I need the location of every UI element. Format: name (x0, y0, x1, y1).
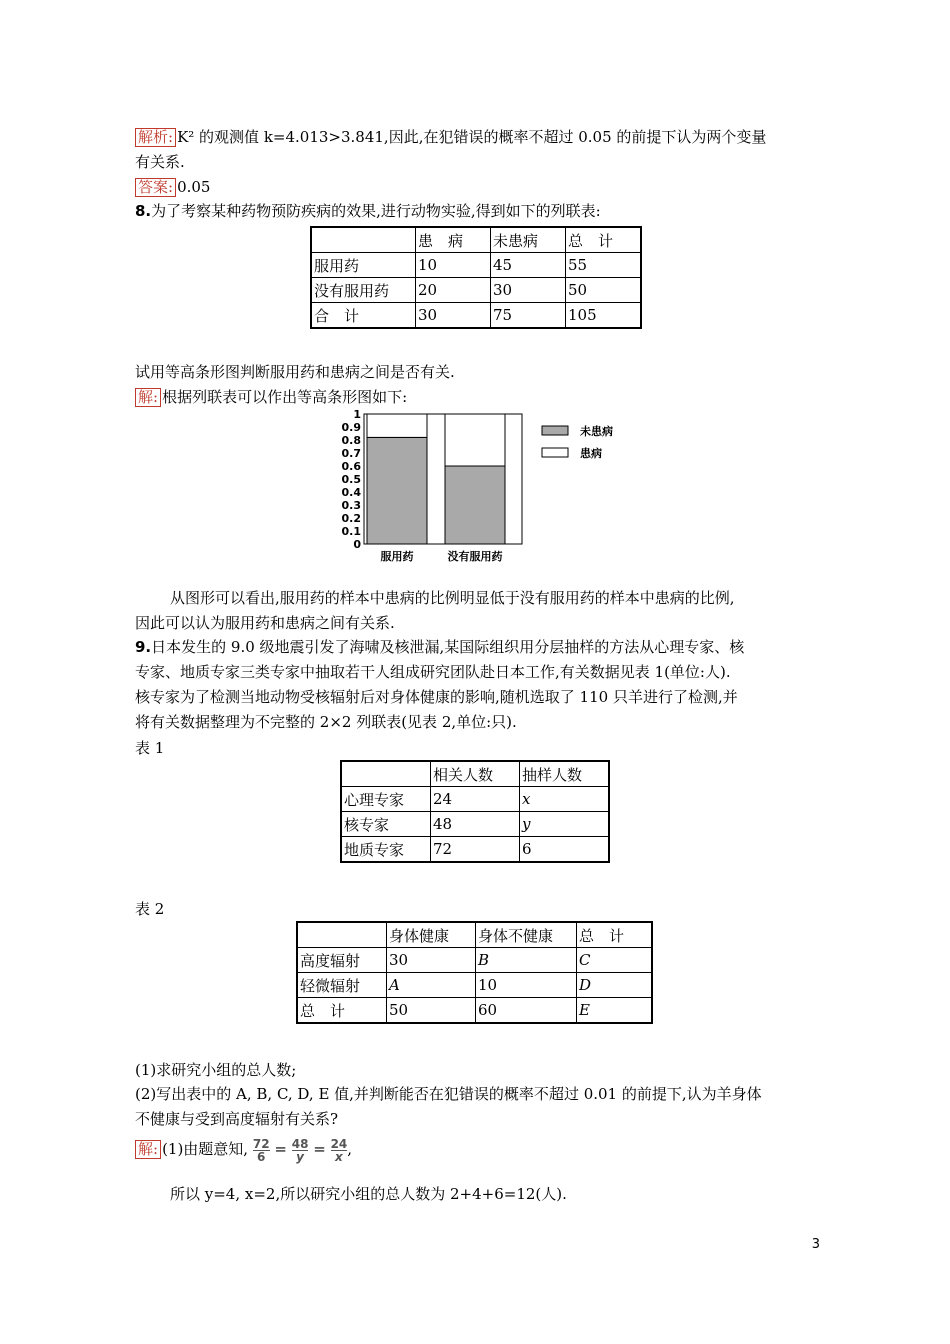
solution-text: (1)由题意知, (162, 1140, 249, 1158)
equals-sign: = (274, 1140, 287, 1158)
table-cell: 50 (387, 998, 476, 1024)
table-header-row (311, 227, 641, 253)
q9-solution (135, 1134, 352, 1164)
table-cell: 50 (566, 278, 642, 303)
table-row (341, 837, 609, 863)
y-tick-label: 1 (353, 408, 361, 421)
q8-number: 8. (135, 202, 152, 220)
table-row (311, 303, 641, 329)
table-cell: 合 计 (311, 303, 416, 329)
table-cell: A (387, 973, 476, 998)
table-cell: 地质专家 (341, 837, 431, 863)
solution-tag: 解: (135, 388, 161, 407)
table-cell: 45 (491, 253, 566, 278)
table-cell: D (577, 973, 653, 998)
fraction (253, 1138, 270, 1163)
legend-label: 患病 (580, 447, 602, 460)
numerator: 24 (330, 1136, 348, 1151)
x-tick-label: 服用药 (380, 550, 414, 563)
fraction (331, 1138, 348, 1163)
table-cell: 72 (431, 837, 520, 863)
y-tick-label: 0 (353, 538, 361, 551)
analysis-tag: 解析: (135, 128, 176, 147)
q8-stem (135, 200, 601, 222)
legend-swatch (542, 448, 568, 457)
table-cell (311, 227, 416, 253)
table-cell (297, 922, 387, 948)
table-header-row (297, 922, 652, 948)
table-cell: 20 (416, 278, 491, 303)
bar-sick (367, 414, 427, 437)
stacked-bar-chart (330, 408, 630, 568)
table-row (297, 973, 652, 998)
table-cell: 患 病 (416, 227, 491, 253)
table-cell: 总 计 (577, 922, 653, 948)
table-cell: 30 (416, 303, 491, 329)
q9-sub2-line2: 不健康与受到高度辐射有关系? (135, 1110, 339, 1128)
table-row (311, 253, 641, 278)
table-cell: 轻微辐射 (297, 973, 387, 998)
numerator: 48 (291, 1136, 309, 1151)
table-row (311, 278, 641, 303)
analysis-line2: 有关系. (135, 153, 185, 171)
table-cell: 相关人数 (431, 761, 520, 787)
q9-sub2-line1: (2)写出表中的 A, B, C, D, E 值,并判断能否在犯错误的概率不超过 0.01 的前提下,认为羊身体 (135, 1085, 762, 1103)
table-cell: 高度辐射 (297, 948, 387, 973)
analysis-line (135, 126, 766, 148)
q8-text: 为了考察某种药物预防疾病的效果,进行动物实验,得到如下的列联表: (151, 202, 601, 220)
denominator: x (335, 1149, 343, 1164)
table-row (341, 787, 609, 812)
q8-conclusion-2: 因此可以认为服用药和患病之间有关系. (135, 614, 395, 632)
q9-number: 9. (135, 638, 152, 656)
y-tick-label: 0.9 (341, 421, 361, 434)
table-cell (341, 761, 431, 787)
answer-tag: 答案: (135, 178, 176, 197)
denominator: 6 (257, 1149, 266, 1164)
page-number: 3 (811, 1237, 820, 1252)
bar-not-sick (367, 437, 427, 544)
table-2 (296, 921, 653, 1024)
legend-swatch (542, 426, 568, 435)
solution-tag: 解: (135, 1140, 161, 1159)
punctuation: , (347, 1140, 353, 1158)
table-cell: 10 (416, 253, 491, 278)
q8-conclusion-1: 从图形可以看出,服用药的样本中患病的比例明显低于没有服用药的样本中患病的比例, (170, 589, 735, 607)
bar-not-sick (445, 466, 505, 544)
table-cell: 24 (431, 787, 520, 812)
bar-sick (445, 414, 505, 466)
y-tick-label: 0.4 (341, 486, 361, 499)
table-cell: 身体不健康 (476, 922, 577, 948)
table-1 (340, 760, 610, 863)
table-cell: 6 (520, 837, 610, 863)
legend-label: 未患病 (580, 425, 613, 438)
table-cell: 48 (431, 812, 520, 837)
table-cell: 30 (387, 948, 476, 973)
y-tick-label: 0.7 (341, 447, 361, 460)
table-cell: 总 计 (297, 998, 387, 1024)
table-row (297, 948, 652, 973)
table-cell: 服用药 (311, 253, 416, 278)
table1-label: 表 1 (135, 739, 165, 757)
table-cell: B (476, 948, 577, 973)
q9-stem-4: 将有关数据整理为不完整的 2×2 列联表(见表 2,单位:只). (135, 713, 517, 731)
y-tick-label: 0.6 (341, 460, 361, 473)
table2-label: 表 2 (135, 900, 165, 918)
y-tick-label: 0.8 (341, 434, 361, 447)
table-cell: E (577, 998, 653, 1024)
table-cell: 心理专家 (341, 787, 431, 812)
y-tick-label: 0.5 (341, 473, 361, 486)
denominator: y (296, 1149, 304, 1164)
q9-stem-1 (135, 636, 744, 658)
table-cell: C (577, 948, 653, 973)
q9-sub1: (1)求研究小组的总人数; (135, 1061, 297, 1079)
table-cell: 10 (476, 973, 577, 998)
x-tick-label: 没有服用药 (447, 550, 503, 563)
q8-question: 试用等高条形图判断服用药和患病之间是否有关. (135, 363, 455, 381)
table-cell: 总 计 (566, 227, 642, 253)
table-row (297, 998, 652, 1024)
table-cell: 55 (566, 253, 642, 278)
answer-text: 0.05 (177, 178, 211, 196)
table-row (341, 812, 609, 837)
table-cell: 没有服用药 (311, 278, 416, 303)
q9-text: 日本发生的 9.0 级地震引发了海啸及核泄漏,某国际组织用分层抽样的方法从心理专家、核 (151, 638, 745, 656)
y-tick-label: 0.1 (341, 525, 361, 538)
table-cell: 75 (491, 303, 566, 329)
q9-stem-3: 核专家为了检测当地动物受核辐射后对身体健康的影响,随机选取了 110 只羊进行了检测,并 (135, 688, 738, 706)
numerator: 72 (252, 1136, 270, 1151)
equals-sign: = (313, 1140, 326, 1158)
q9-stem-2: 专家、地质专家三类专家中抽取若干人组成研究团队赴日本工作,有关数据见表 1(单位:人). (135, 663, 731, 681)
table-header-row (341, 761, 609, 787)
q8-solution (135, 386, 407, 408)
q8-contingency-table (310, 226, 642, 329)
table-cell: 未患病 (491, 227, 566, 253)
q9-solution-line2: 所以 y=4, x=2,所以研究小组的总人数为 2+4+6=12(人). (170, 1185, 567, 1203)
fraction (292, 1138, 309, 1163)
analysis-text: K² 的观测值 k=4.013>3.841,因此,在犯错误的概率不超过 0.05 的前提下认为两个变量 (177, 128, 767, 146)
table-cell: 抽样人数 (520, 761, 610, 787)
table-cell: y (520, 812, 610, 837)
table-cell: 身体健康 (387, 922, 476, 948)
solution-text: 根据列联表可以作出等高条形图如下: (162, 388, 408, 406)
table-cell: x (520, 787, 610, 812)
y-tick-label: 0.2 (341, 512, 361, 525)
table-cell: 60 (476, 998, 577, 1024)
answer-line (135, 176, 210, 198)
table-cell: 30 (491, 278, 566, 303)
table-cell: 105 (566, 303, 642, 329)
table-cell: 核专家 (341, 812, 431, 837)
y-tick-label: 0.3 (341, 499, 361, 512)
